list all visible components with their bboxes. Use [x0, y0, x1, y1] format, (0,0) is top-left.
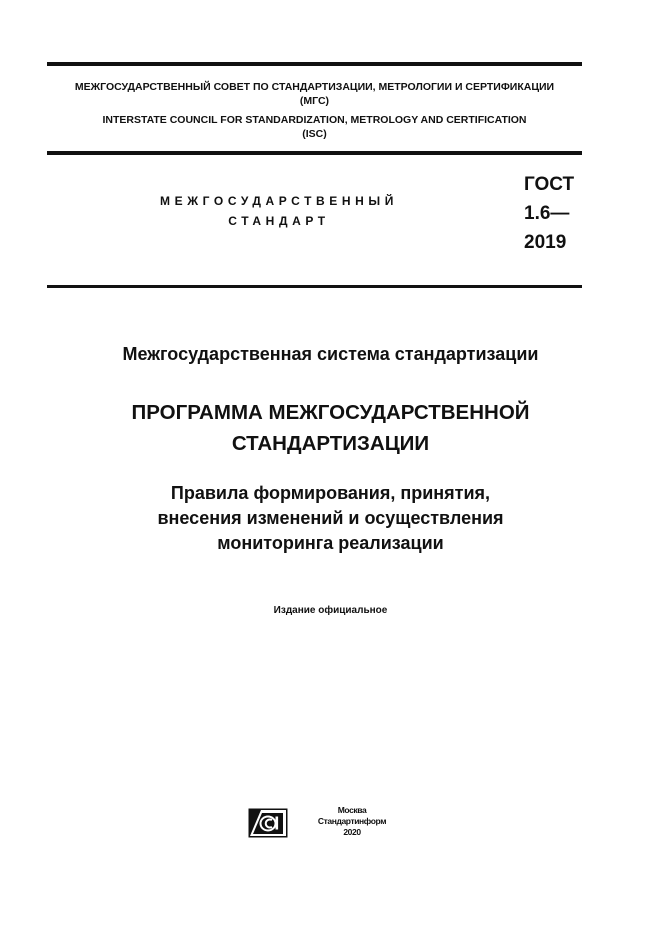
lower-rule [47, 285, 582, 288]
council-abbr-ru: (МГС) [299, 95, 330, 107]
standard-kind [140, 191, 418, 231]
imprint-publisher: Стандартинформ [317, 816, 387, 826]
designation-number: 1.6— [524, 203, 570, 224]
imprint-city: Москва [337, 805, 367, 815]
council-name-ru [47, 80, 582, 108]
subtitle-line2: внесения изменений и осуществления [157, 508, 504, 528]
council-name-ru-line: МЕЖГОСУДАРСТВЕННЫЙ СОВЕТ ПО СТАНДАРТИЗАЦИИ, МЕТРОЛОГИИ И СЕРТИФИКАЦИИ [74, 81, 555, 93]
council-name-en-line: INTERSTATE COUNCIL FOR STANDARDIZATION, METROLOGY AND CERTIFICATION [102, 114, 527, 126]
middle-rule [47, 151, 582, 155]
designation-year: 2019 [524, 232, 567, 253]
subtitle [20, 481, 641, 556]
imprint-year: 2020 [343, 827, 361, 837]
top-rule [47, 62, 582, 66]
council-name-en [47, 113, 582, 141]
main-title-line2: СТАНДАРТИЗАЦИИ [231, 432, 430, 455]
imprint [296, 805, 408, 838]
publisher-logo-icon [248, 808, 288, 838]
standard-designation [524, 170, 574, 257]
edition-note: Издание официальное [273, 605, 388, 616]
standard-kind-line2: СТАНДАРТ [228, 214, 330, 228]
subtitle-line1: Правила формирования, принятия, [170, 483, 491, 503]
main-title-line1: ПРОГРАММА МЕЖГОСУДАРСТВЕННОЙ [131, 401, 530, 424]
main-title [20, 397, 641, 459]
standard-kind-line1: МЕЖГОСУДАРСТВЕННЫЙ [160, 194, 398, 208]
designation-prefix: ГОСТ [524, 174, 575, 195]
system-title: Межгосударственная система стандартизации [122, 344, 539, 364]
subtitle-line3: мониторинга реализации [217, 533, 444, 553]
council-abbr-en: (ISC) [302, 128, 327, 140]
